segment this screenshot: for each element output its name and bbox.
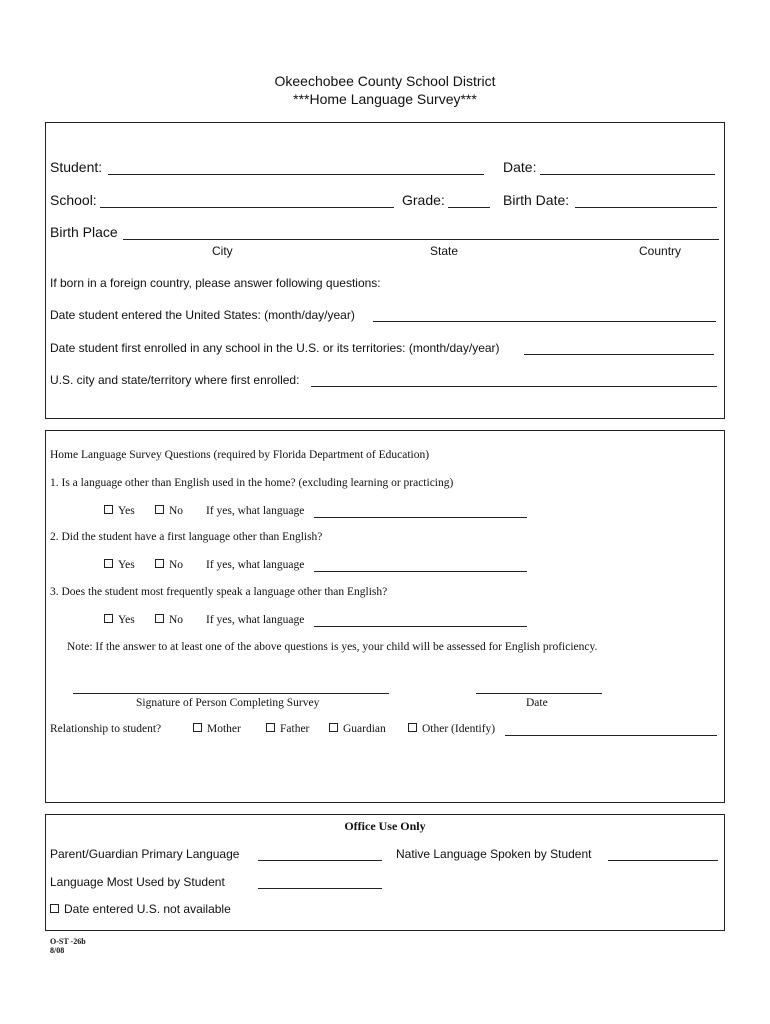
student-label: Student:: [50, 159, 103, 175]
father-label: Father: [280, 723, 310, 735]
checkbox-icon[interactable]: [104, 505, 113, 514]
other-label: Other (Identify): [422, 723, 496, 735]
checkbox-icon[interactable]: [155, 505, 164, 514]
q1-language-field[interactable]: [314, 517, 527, 518]
city-state-field[interactable]: [311, 386, 717, 387]
mother-label: Mother: [207, 723, 241, 735]
native-language-field[interactable]: [608, 860, 718, 861]
birth-place-field[interactable]: [123, 239, 719, 240]
assessment-note: Note: If the answer to at least one of the above questions is yes, your child will be assessed for English proficiency.: [67, 641, 598, 653]
survey-heading: Home Language Survey Questions (required by Florida Department of Education): [50, 449, 430, 461]
foreign-intro: If born in a foreign country, please answer following questions:: [50, 276, 381, 290]
school-label: School:: [50, 192, 97, 208]
school-field[interactable]: [100, 207, 394, 208]
form-code: O-ST -26b: [50, 937, 86, 946]
no-label: No: [169, 614, 184, 626]
relationship-other-field[interactable]: [505, 735, 717, 736]
first-enrolled-field[interactable]: [524, 354, 714, 355]
signature-label: Signature of Person Completing Survey: [136, 697, 320, 709]
form-date: 8/08: [50, 946, 65, 955]
checkbox-icon[interactable]: [50, 904, 59, 913]
student-field[interactable]: [108, 174, 484, 175]
yes-label: Yes: [118, 614, 135, 626]
checkbox-icon[interactable]: [193, 723, 202, 732]
q3-language-field[interactable]: [314, 626, 527, 627]
date-label: Date:: [503, 159, 537, 175]
most-used-label: Language Most Used by Student: [50, 875, 225, 889]
entered-us-field[interactable]: [373, 321, 716, 322]
question-3: 3. Does the student most frequently speak a language other than English?: [50, 586, 388, 598]
q2-if-yes-label: If yes, what language: [206, 559, 305, 571]
entered-us-label: Date student entered the United States: (month/day/year): [50, 308, 355, 322]
checkbox-icon[interactable]: [104, 614, 113, 623]
most-used-field[interactable]: [258, 888, 382, 889]
question-2: 2. Did the student have a first language other than English?: [50, 531, 323, 543]
checkbox-icon[interactable]: [155, 559, 164, 568]
no-label: No: [169, 559, 184, 571]
checkbox-icon[interactable]: [329, 723, 338, 732]
birth-date-field[interactable]: [575, 207, 717, 208]
state-label: State: [430, 244, 459, 258]
no-label: No: [169, 505, 184, 517]
signature-date-field[interactable]: [476, 693, 602, 694]
country-label: Country: [639, 244, 682, 258]
q2-no-option[interactable]: [155, 559, 183, 571]
q3-yes-option[interactable]: [104, 614, 135, 626]
first-enrolled-label: Date student first enrolled in any school in the U.S. or its territories: (month/day/year): [50, 341, 500, 355]
office-use-heading: Office Use Only: [344, 819, 426, 833]
form-subtitle: ***Home Language Survey***: [293, 91, 477, 107]
native-language-label: Native Language Spoken by Student: [396, 847, 592, 861]
yes-label: Yes: [118, 559, 135, 571]
grade-label: Grade:: [402, 192, 445, 208]
date-field[interactable]: [540, 174, 715, 175]
guardian-label: Guardian: [343, 723, 386, 735]
q3-no-option[interactable]: [155, 614, 183, 626]
yes-label: Yes: [118, 505, 135, 517]
signature-field[interactable]: [73, 693, 389, 694]
city-state-label: U.S. city and state/territory where first enrolled:: [50, 373, 300, 387]
question-1: 1. Is a language other than English used in the home? (excluding learning or practicing): [50, 477, 454, 489]
birth-place-label: Birth Place: [50, 224, 118, 240]
checkbox-icon[interactable]: [104, 559, 113, 568]
q1-yes-option[interactable]: [104, 505, 135, 517]
signature-date-label: Date: [526, 697, 548, 709]
parent-language-field[interactable]: [258, 860, 382, 861]
relationship-mother-option[interactable]: [193, 723, 241, 735]
q1-no-option[interactable]: [155, 505, 183, 517]
relationship-father-option[interactable]: [266, 723, 309, 735]
parent-language-label: Parent/Guardian Primary Language: [50, 847, 240, 861]
grade-field[interactable]: [448, 207, 490, 208]
q1-if-yes-label: If yes, what language: [206, 505, 305, 517]
q2-language-field[interactable]: [314, 571, 527, 572]
checkbox-icon[interactable]: [155, 614, 164, 623]
relationship-other-option[interactable]: [408, 723, 495, 735]
q3-if-yes-label: If yes, what language: [206, 614, 305, 626]
date-not-available-label: Date entered U.S. not available: [64, 902, 231, 916]
form-title: Okeechobee County School District: [274, 73, 496, 89]
checkbox-icon[interactable]: [408, 723, 417, 732]
q2-yes-option[interactable]: [104, 559, 135, 571]
birth-date-label: Birth Date:: [503, 192, 570, 208]
date-not-available-option[interactable]: [50, 902, 231, 916]
checkbox-icon[interactable]: [266, 723, 275, 732]
relationship-label: Relationship to student?: [50, 723, 162, 735]
relationship-guardian-option[interactable]: [329, 723, 386, 735]
city-label: City: [212, 244, 233, 258]
